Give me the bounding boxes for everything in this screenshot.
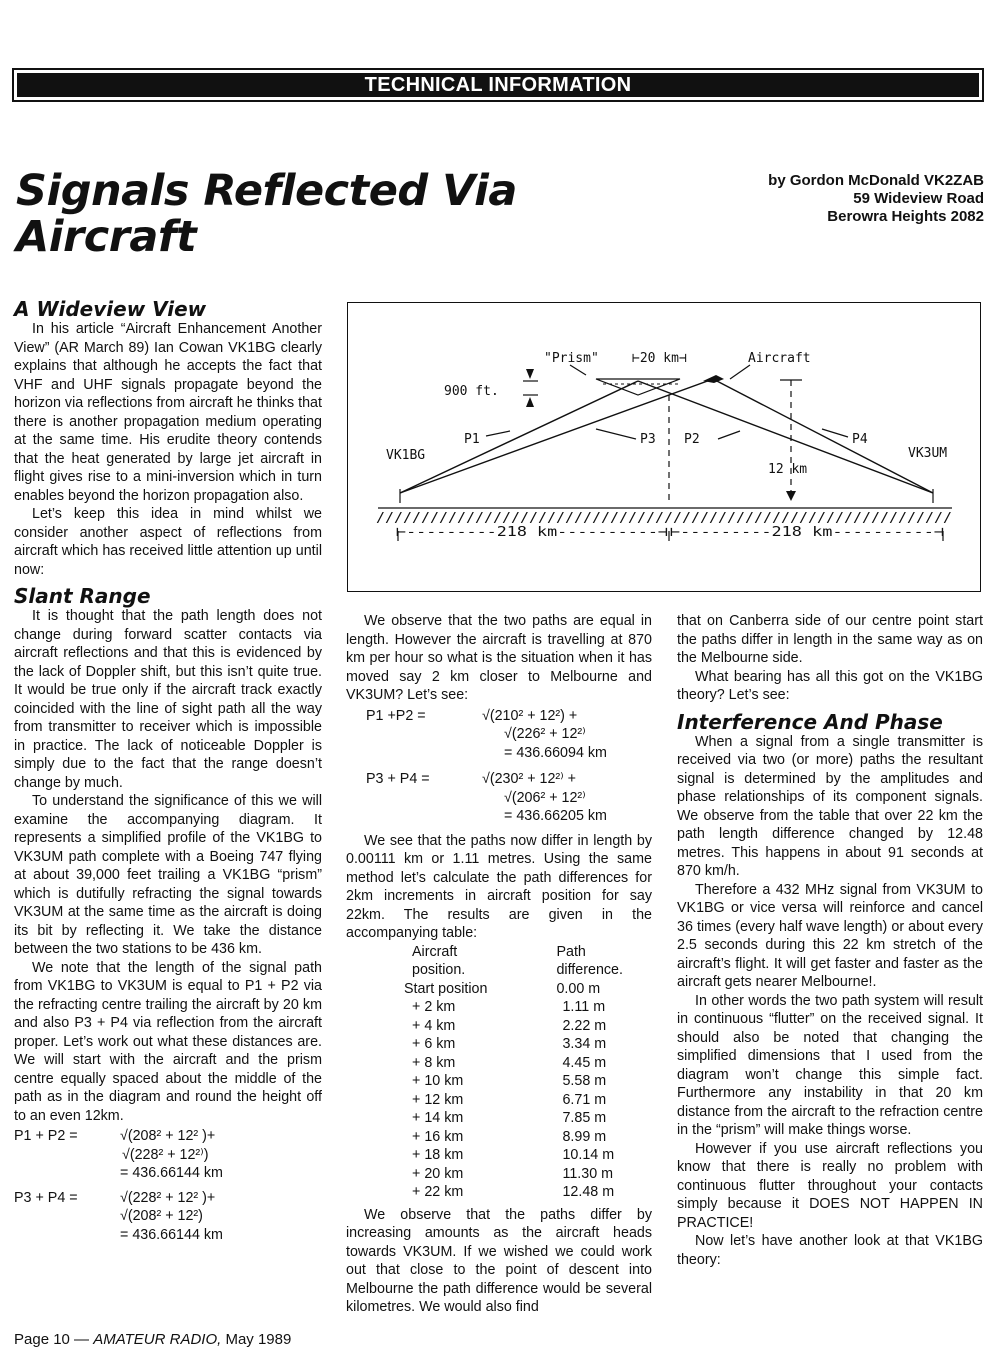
- prism-pointer: [570, 365, 586, 375]
- equation-p3-p4: [14, 1189, 322, 1245]
- paragraph: Now let’s have another look at that VK1BG theory:: [677, 1233, 983, 1268]
- table-cell-position: Start position: [404, 980, 488, 997]
- paragraph: To understand the significance of this we will examine the accompanying diagram. It represents a simplified profile of the VK1BG to VK3UM path complete with a Boeing 747 flying at about 39,000 feet trailing a VK1BG “prism” which is dutifully refracting the signal towards VK3UM at the same time as the aircraft is doing its bit by reflecting it. We take the distance between the two stations to be 436 km.: [14, 793, 322, 957]
- equation-line: √(206² + 12²⁾: [504, 789, 586, 806]
- table-row: [398, 1183, 652, 1202]
- table-header-row: [398, 943, 652, 962]
- label-p2: P2: [684, 432, 700, 447]
- table-row: [398, 1091, 652, 1110]
- table-cell-position: + 6 km: [412, 1036, 456, 1052]
- table-cell-difference: 2.22 m: [562, 1017, 607, 1034]
- column-right: [677, 612, 983, 1269]
- path-line-p1: [400, 381, 638, 493]
- label-p4: P4: [852, 432, 868, 447]
- label-vk1bg: VK1BG: [386, 448, 426, 463]
- table-cell-difference: 10.14 m: [562, 1147, 615, 1163]
- byline-author: by Gordon McDonald VK2ZAB: [768, 172, 984, 189]
- p2-pointer: [718, 431, 740, 439]
- paragraph: However if you use aircraft reflections you know that there is really no problem with continuous flutter throughout your contacts simply because it DOES NOT HAPPEN IN PRACTICE!: [677, 1140, 983, 1231]
- p3-pointer: [596, 429, 636, 439]
- label-right-distance: ⊢---------218 km----------⊣: [670, 525, 945, 540]
- equation-lhs: P3 + P4 =: [366, 771, 430, 787]
- equation-lhs: P3 + P4 =: [14, 1189, 78, 1206]
- column-middle: [346, 612, 652, 1317]
- ground-hatching: ////////////////////////////////////////////////////////////////: [376, 511, 952, 526]
- label-12km: 12 km: [768, 462, 808, 477]
- byline-street: 59 Wideview Road: [853, 190, 984, 207]
- paragraph: We see that the paths now differ in length by 0.00111 km or 1.11 metres. Using the same method let’s calculate the path differences for 2km increments in aircraft position for say 22km. The results are given in the accompanying table:: [346, 832, 652, 941]
- table-cell-position: + 14 km: [412, 1110, 464, 1126]
- footer-magazine: AMATEUR RADIO,: [93, 1331, 222, 1348]
- table-cell-difference: 7.85 m: [562, 1110, 607, 1126]
- article-title: Signals Reflected Via Aircraft: [16, 166, 517, 262]
- table-header: Path: [556, 943, 586, 960]
- paragraph: that on Canberra side of our centre point start the paths differ in length in the same way as on the Melbourne side.: [677, 613, 983, 666]
- table-cell-position: + 2 km: [412, 999, 456, 1015]
- table-cell-difference: 1.11 m: [562, 999, 606, 1015]
- table-row: [398, 1146, 652, 1165]
- column-left: [14, 298, 322, 1250]
- path-line-p4: [713, 379, 933, 493]
- paragraph: In other words the two path system will result in continuous “flutter” on the received signal. It should also be noted that changing the simplified dimensions that I used from the diagram won’t change this simple fact. Furthermore any instability in that 20 km distance from the aircraft to the refraction centre in the “prism” will make things worse.: [677, 992, 983, 1138]
- label-vk3um: VK3UM: [908, 446, 948, 461]
- p1-pointer: [486, 431, 510, 436]
- table-cell-difference: 8.99 m: [562, 1128, 607, 1145]
- table-cell-difference: 11.30 m: [562, 1165, 614, 1182]
- label-900ft: 900 ft.: [444, 384, 499, 399]
- equation-lhs: P1 +P2 =: [366, 707, 426, 724]
- table-cell-position: + 20 km: [412, 1165, 464, 1182]
- table-header: Aircraft: [412, 943, 458, 960]
- byline: [768, 172, 984, 226]
- height-arrow: [786, 491, 796, 501]
- table-cell-difference: 12.48 m: [562, 1184, 615, 1200]
- table-row: [398, 1017, 652, 1036]
- table-row: [398, 1165, 652, 1184]
- paragraph: When a signal from a single transmitter is received via two (or more) paths the resultant signal is determined by the amplitudes and phase relationships of its component signals. We observe from the table that over 22 km the path length difference changed by 12.48 metres. This happens in about 91 seconds at 870 km/h.: [677, 733, 983, 879]
- table-header-row: [398, 961, 652, 980]
- table-row: [398, 1109, 652, 1128]
- table-header: position.: [412, 962, 466, 978]
- label-left-distance: ⊢---------218 km----------⊣: [396, 525, 669, 540]
- table-cell-position: + 8 km: [412, 1054, 456, 1071]
- table-row: [398, 998, 652, 1017]
- section-banner: [12, 68, 984, 102]
- table-row: [398, 980, 652, 999]
- table-cell-difference: 6.71 m: [562, 1091, 607, 1108]
- equation-line: √(228² + 12² )+: [120, 1189, 216, 1206]
- byline-suburb: Berowra Heights 2082: [827, 208, 984, 225]
- table-cell-difference: 5.58 m: [562, 1073, 607, 1089]
- equation-line: √(226² + 12²⁾: [504, 726, 586, 742]
- page-footer: [14, 1331, 291, 1349]
- ft-arrow-down: [526, 369, 534, 379]
- paragraph: We note that the length of the signal path from VK1BG to VK3UM is equal to P1 + P2 via the refracting centre trailing the aircraft by 20 km and also P3 + P4 via reflection from the aircraft proper. Let’s work out what these distances are. We will start with the aircraft and the prism centre equally spaced about the middle of the path as in the diagram and round the height off to an even 12km.: [14, 959, 322, 1124]
- footer-page: Page 10 —: [14, 1331, 94, 1348]
- table-cell-position: + 4 km: [412, 1017, 456, 1034]
- table-cell-position: + 16 km: [412, 1128, 464, 1145]
- table-row: [398, 1128, 652, 1147]
- paragraph: What bearing has all this got on the VK1BG theory? Let’s see:: [677, 668, 983, 703]
- table-cell-position: + 12 km: [412, 1091, 464, 1108]
- equation-line: √(208² + 12²): [120, 1208, 203, 1224]
- label-p1: P1: [464, 432, 480, 447]
- heading-interference: Interference And Phase: [677, 709, 943, 734]
- table-row: [398, 1072, 652, 1091]
- equation-line: √(210² + 12²) +: [482, 707, 578, 724]
- equation-result: = 436.66144 km: [120, 1165, 223, 1181]
- equation-line: √(208² + 12² )+: [120, 1128, 216, 1144]
- label-prism: "Prism": [544, 351, 599, 366]
- paragraph: We observe that the two paths are equal in length. However the aircraft is travelling at 870 km per hour so what is the situation when it has moved say 2 km closer to Melbourne and VK3UM? Let’s see:: [346, 613, 652, 703]
- paragraph: Let’s keep this idea in mind whilst we consider another aspect of reflections from aircraft which has received little attention up until now:: [14, 506, 322, 578]
- equation-lhs: P1 + P2 =: [14, 1128, 78, 1144]
- equation-result: = 436.66094 km: [504, 744, 607, 761]
- label-20km: ⊢20 km⊣: [632, 351, 687, 366]
- aircraft-pointer: [730, 365, 750, 379]
- equation-moved-p1-p2: [366, 707, 652, 763]
- table-cell-difference: 4.45 m: [562, 1054, 607, 1071]
- equation-moved-p3-p4: [366, 770, 652, 826]
- path-diagram: [347, 302, 981, 592]
- table-cell-position: + 22 km: [412, 1184, 464, 1200]
- heading-wideview: A Wideview View: [14, 297, 207, 321]
- ft-arrow-up: [526, 397, 534, 407]
- footer-date: May 1989: [221, 1331, 292, 1348]
- equation-result: = 436.66144 km: [120, 1226, 223, 1243]
- equation-line: √(230² + 12²⁾ +: [482, 771, 577, 787]
- p4-pointer: [822, 429, 848, 437]
- paragraph: Therefore a 432 MHz signal from VK3UM to VK1BG or vice versa will reinforce and cancel 36 times (every half wave length) or about every 2.5 seconds during this 22 km stretch of the aircraft’s flight. It will get faster and faster as the aircraft gets nearer Melbourne!.: [677, 881, 983, 990]
- path-difference-table: [398, 943, 652, 1202]
- table-cell-difference: 3.34 m: [562, 1036, 607, 1052]
- section-banner-label: TECHNICAL INFORMATION: [17, 73, 979, 97]
- heading-slant-range: Slant Range: [14, 584, 151, 608]
- table-cell-position: + 18 km: [412, 1147, 464, 1163]
- table-body: [398, 980, 652, 1202]
- equation-result: = 436.66205 km: [504, 808, 607, 824]
- paragraph: In his article “Aircraft Enhancement Another View” (AR March 89) Ian Cowan VK1BG clearly explains that although he accepts the fact that VHF and UHF signals propagate beyond the horizon via reflections from aircraft he thinks that there is another propagation medium operating at the same time. His erudite theory contends that the heat generated by large jet aircraft in flight gives rise to a mini-inversion which in turn enables beyond the horizon propagation also.: [14, 321, 322, 504]
- table-cell-position: + 10 km: [412, 1073, 464, 1089]
- paragraph: It is thought that the path length does not change during forward scatter contacts via aircraft reflections and that this is evidenced by the lack of Doppler shift, but this isn’t quite true. It would be true only if the aircraft track exactly coincided with the line of sight path all the way from transmitter to receiver which is impossible in practice. The lack of noticeable Doppler is simply due to the fact that the range doesn’t change by much.: [14, 608, 322, 791]
- table-header: difference.: [556, 962, 623, 978]
- equation-p1-p2: [14, 1127, 322, 1183]
- table-cell-difference: 0.00 m: [556, 980, 601, 997]
- table-row: [398, 1035, 652, 1054]
- path-diagram-svg: [348, 303, 979, 590]
- label-p3: P3: [640, 432, 656, 447]
- paragraph: We observe that the paths differ by increasing amounts as the aircraft heads towards VK3UM. If we wished we could work out that close to the point of descent into Melbourne the path difference would be several kilometres. We would also find: [346, 1206, 652, 1315]
- equation-line: √(228² + 12²⁾): [122, 1146, 209, 1163]
- label-aircraft: Aircraft: [748, 351, 811, 366]
- table-row: [398, 1054, 652, 1073]
